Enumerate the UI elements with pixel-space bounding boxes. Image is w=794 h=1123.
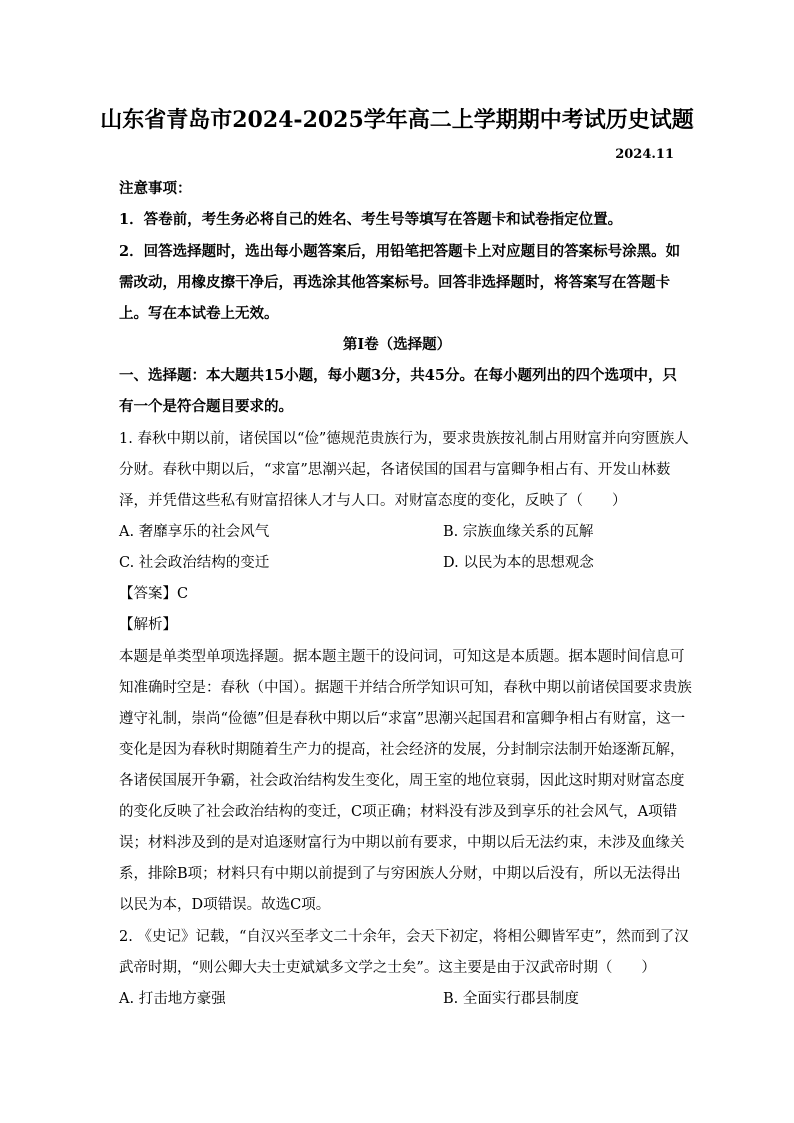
q1-analysis-line-9: 以民为本，D项错误。故选C项。 <box>119 897 331 913</box>
q1-analysis-line-7: 误；材料涉及到的是对追逐财富行为中期以前有要求，中期以后无法约束，未涉及血缘关 <box>119 835 685 851</box>
q1-option-a: A. 奢靡享乐的社会风气 <box>119 524 270 540</box>
notice-item-1: 1．答卷前，考生务必将自己的姓名、考生号等填写在答题卡和试卷指定位置。 <box>119 211 623 228</box>
q1-option-c: C. 社会政治结构的变迁 <box>119 555 270 571</box>
q1-analysis-line-4: 变化是因为春秋时期随着生产力的提高，社会经济的发展，分封制宗法制开始逐渐瓦解， <box>119 742 685 758</box>
q1-analysis-line-8: 系，排除B项；材料只有中期以前提到了与穷困族人分财，中期以后没有，所以无法得出 <box>119 866 681 882</box>
section-title: 第Ⅰ卷（选择题） <box>342 336 452 353</box>
q1-analysis-line-2: 知准确时空是：春秋（中国）。据题干并结合所学知识可知，春秋中期以前诸侯国要求贵族 <box>119 680 692 696</box>
q1-stem-line-3: 泽，并凭借这些私有财富招徕人才与人口。对财富态度的变化，反映了（ ） <box>119 493 627 509</box>
q1-analysis-line-6: 的变化反映了社会政治结构的变迁，C项正确；材料没有涉及到享乐的社会风气，A项错 <box>119 804 678 820</box>
notice-item-2-line-3: 上。写在本试卷上无效。 <box>119 305 279 322</box>
q1-analysis-label: 【解析】 <box>119 617 177 633</box>
q1-analysis-line-1: 本题是单类型单项选择题。据本题主题干的设问词，可知这是本质题。据本题时间信息可 <box>119 649 685 665</box>
q1-stem-line-1: 1. 春秋中期以前，诸侯国以“俭”德规范贵族行为，要求贵族按礼制占用财富并向穷匮族人 <box>119 431 689 447</box>
q2-option-a: A. 打击地方豪强 <box>119 991 226 1007</box>
notice-heading: 注意事项： <box>119 180 192 197</box>
notice-item-2-line-1: 2．回答选择题时，选出每小题答案后，用铅笔把答题卡上对应题目的答案标号涂黑。如 <box>119 243 681 260</box>
q1-analysis-line-5: 各诸侯国展开争霸，社会政治结构发生变化，周王室的地位衰弱，因此这时期对财富态度 <box>119 773 685 789</box>
q1-analysis-line-3: 遵守礼制，崇尚“俭德”但是春秋中期以后“求富”思潮兴起国君和富卿争相占有财富，这一 <box>119 711 686 727</box>
part1-instruction-line-2: 有一个是符合题目要求的。 <box>119 398 293 415</box>
q1-option-d: D. 以民为本的思想观念 <box>443 555 594 571</box>
q1-answer: 【答案】C <box>119 586 189 602</box>
q2-option-b: B. 全面实行郡县制度 <box>443 991 579 1007</box>
exam-date: 2024.11 <box>615 147 674 162</box>
q1-stem-line-2: 分财。春秋中期以后，“求富”思潮兴起，各诸侯国的国君与富卿争相占有、开发山林薮 <box>119 462 671 478</box>
q2-stem-line-2: 武帝时期，“则公卿大夫士吏斌斌多文学之士矣”。这主要是由于汉武帝时期（ ） <box>119 960 656 976</box>
page-title: 山东省青岛市2024-2025学年高二上学期期中考试历史试题 <box>100 107 694 133</box>
part1-instruction-line-1: 一、选择题：本大题共15小题，每小题3分，共45分。在每小题列出的四个选项中，只 <box>119 367 677 384</box>
q2-stem-line-1: 2. 《史记》记载，“自汉兴至孝文二十余年，会天下初定，将相公卿皆军吏”，然而到了汉 <box>119 929 689 945</box>
notice-item-2-line-2: 需改动，用橡皮擦干净后，再选涂其他答案标号。回答非选择题时，将答案写在答题卡 <box>119 274 670 291</box>
q1-option-b: B. 宗族血缘关系的瓦解 <box>443 524 594 540</box>
